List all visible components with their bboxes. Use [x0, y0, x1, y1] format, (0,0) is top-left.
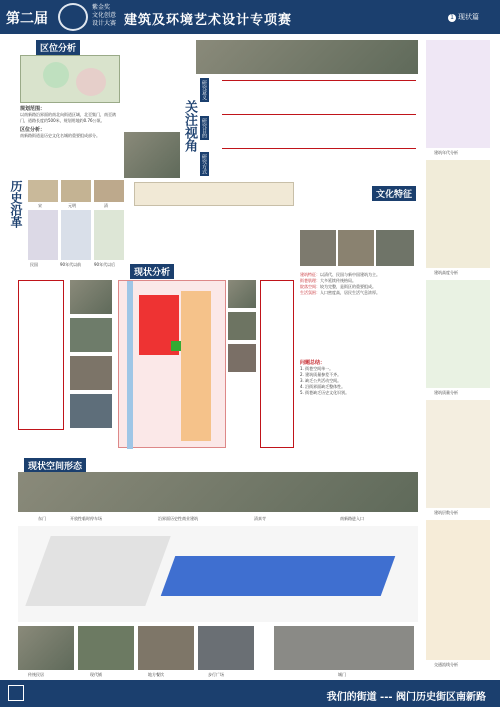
- status-right-text: [260, 280, 294, 448]
- culture-photos: [300, 230, 414, 266]
- attention-label: 研究目的: [201, 118, 207, 138]
- status-left-text: [18, 280, 64, 430]
- problem-item: 1. 街巷空间单一。: [300, 366, 334, 371]
- attention-label: 研究方式: [201, 154, 207, 174]
- space-label: 沿界面历史性商业建筑: [158, 516, 198, 521]
- culture-item-text: 人口密度高，居民生活气息浓厚。: [320, 290, 380, 295]
- street-photo-strip: [196, 40, 418, 74]
- gate-photo: [274, 626, 414, 670]
- bottom-photo-label: 现代铺: [90, 672, 102, 677]
- award-logo-icon: [58, 3, 88, 31]
- status-left-photos: [70, 280, 112, 430]
- status-photo: [228, 280, 256, 308]
- history-label: 民国: [30, 262, 38, 267]
- plan-image: [94, 210, 124, 260]
- bottom-photo: [198, 626, 254, 670]
- problem-item: 4. 沿街界面缺乏整体性。: [300, 384, 346, 389]
- bottom-photo: [18, 626, 74, 670]
- award-line: 紫金奖: [92, 4, 111, 11]
- history-old-maps: [28, 180, 124, 202]
- space-axonometric: [18, 526, 418, 622]
- divider: [222, 148, 416, 149]
- culture-item-text: 大多延续传统格局。: [320, 278, 356, 283]
- attention-label: 研究意义: [201, 80, 207, 100]
- plan-image: [61, 210, 91, 260]
- status-heading: 现状分析: [130, 264, 174, 279]
- bottom-photo-label: 地方餐饮: [148, 672, 164, 677]
- analysis-map: [426, 40, 490, 148]
- status-photo: [228, 312, 256, 340]
- location-map: [20, 55, 120, 103]
- space-label: 开放性临时停车场: [70, 516, 102, 521]
- space-photo-panorama: [18, 472, 418, 512]
- space-label: 清真寺: [254, 516, 266, 521]
- culture-item: [300, 290, 416, 296]
- history-heading: 历史沿革: [9, 180, 23, 228]
- right-analysis-column: [420, 40, 496, 676]
- scope-text: 以南新路沿界面的南北向街道区域，北至集门，南至鸽门，道路长度约500米，规划用地约0.76公顷。: [20, 112, 116, 123]
- history-compare-label: 清: [104, 203, 108, 208]
- page-title: 建筑及环境艺术设计专项赛: [124, 13, 293, 28]
- culture-photo: [338, 230, 374, 266]
- space-label: 东门: [38, 516, 46, 521]
- problem-item: 5. 街巷缺乏历史文化识别。: [300, 390, 350, 395]
- space-label: 南新路进入口: [340, 516, 364, 521]
- scope-title: 规划范围：: [20, 106, 46, 112]
- culture-heading: 文化特征: [372, 186, 416, 201]
- plan-image: [28, 210, 58, 260]
- location-heading: 区位分析: [36, 40, 80, 55]
- map-highlight: [43, 62, 69, 88]
- history-label: 90年代以前: [60, 262, 82, 267]
- bottom-photo: [138, 626, 194, 670]
- footer-logo-icon: [8, 685, 24, 701]
- problem-item: 3. 缺乏公共活动空间。: [300, 378, 342, 383]
- old-map-image: [61, 180, 91, 202]
- analysis-map: [426, 280, 490, 388]
- divider: [222, 114, 416, 115]
- plan-zone: [181, 291, 211, 441]
- bottom-photo-label: 传统民居: [28, 672, 44, 677]
- old-map-image: [94, 180, 124, 202]
- bottom-photo-label: 步行广场: [208, 672, 224, 677]
- status-mid-photos: [228, 280, 256, 400]
- street-photo: [124, 132, 180, 178]
- award-line: 文化创意: [92, 12, 117, 19]
- status-photo: [70, 280, 112, 314]
- analysis-map-label: 建筑层数分析: [434, 510, 458, 515]
- bottom-photo-row: [18, 626, 418, 670]
- analysis-map: [426, 160, 490, 268]
- culture-item-label: 街巷肌理：: [300, 278, 320, 283]
- badge-number-icon: 1: [448, 14, 456, 22]
- header-banner: [0, 0, 500, 34]
- history-label: 90年代以后: [94, 262, 116, 267]
- problem-item: 2. 建筑质量参差不齐。: [300, 372, 342, 377]
- award-name: [92, 4, 116, 28]
- history-photo-strip: [134, 182, 294, 206]
- bottom-label-row: [18, 672, 418, 679]
- status-photo: [228, 344, 256, 372]
- divider: [222, 80, 416, 81]
- section-badge: [448, 12, 479, 22]
- attention-text-block: [222, 80, 416, 178]
- building-mass: [25, 536, 170, 606]
- space-label-row: [18, 516, 418, 524]
- bottom-photo: [78, 626, 134, 670]
- history-compare-label: 元明: [68, 203, 76, 208]
- culture-photo: [376, 230, 414, 266]
- old-map-image: [28, 180, 58, 202]
- scope-text-block: [20, 106, 122, 139]
- bottom-photo-label: 城门: [338, 672, 346, 677]
- space-heading: 现状空间形态: [24, 458, 86, 473]
- area-text: 南新路街道是历史文化名城的重要组成部分。: [20, 133, 100, 138]
- analysis-map: [426, 400, 490, 508]
- analysis-map: [426, 520, 490, 660]
- history-compare-label: 宋: [38, 203, 42, 208]
- culture-photo: [300, 230, 336, 266]
- status-photo: [70, 394, 112, 428]
- status-photo: [70, 318, 112, 352]
- culture-list: [300, 272, 416, 296]
- footer-banner: [0, 680, 500, 707]
- culture-item-label: 生活氛围：: [300, 290, 320, 295]
- attention-heading: 关注视角: [182, 100, 197, 152]
- map-highlight: [76, 68, 106, 96]
- analysis-map-label: 建筑高度分析: [434, 270, 458, 275]
- attention-labels: [198, 78, 220, 178]
- status-plan-map: [118, 280, 226, 448]
- analysis-map-label: 建筑质量分析: [434, 390, 458, 395]
- problem-title: 问题总结：: [300, 360, 326, 366]
- river: [127, 281, 133, 449]
- area-title: 区位分析：: [20, 127, 46, 133]
- analysis-map-label: 建筑年代分析: [434, 150, 458, 155]
- footer-title: 我们的街道 --- 阀门历史街区南新路: [326, 692, 486, 703]
- culture-item-label: 建筑特征：: [300, 272, 320, 277]
- analysis-map-label: 交通流线分析: [434, 662, 458, 667]
- culture-item-text: 以清代、民国与新中国建筑为主。: [320, 272, 380, 277]
- problem-block: [300, 360, 416, 396]
- badge-label: 现状篇: [458, 13, 479, 21]
- history-plans: [28, 210, 124, 260]
- status-photo: [70, 356, 112, 390]
- edition-label: 第二届: [6, 11, 48, 27]
- plan-zone: [171, 341, 181, 351]
- award-line: 设计大赛: [92, 20, 117, 27]
- building-highlight: [161, 556, 396, 596]
- culture-item-text: 较为完整，是街区的重要组成。: [320, 284, 376, 289]
- culture-item-label: 院落空间：: [300, 284, 320, 289]
